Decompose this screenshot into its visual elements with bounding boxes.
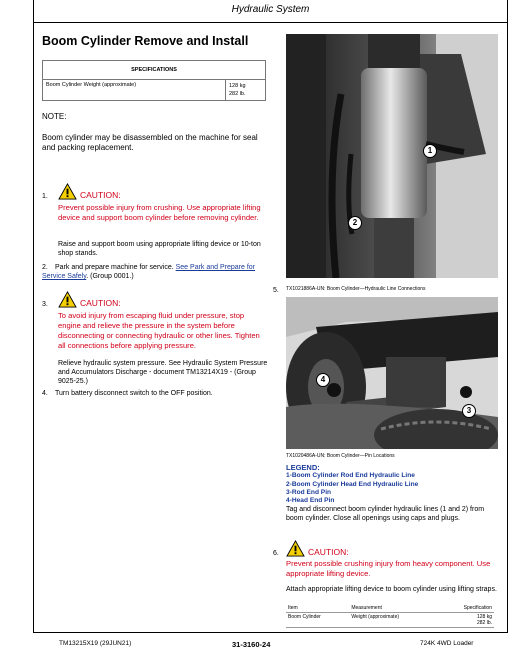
- legend-item-3: 3-Rod End Pin: [286, 489, 332, 496]
- step5-text: Tag and disconnect boom cylinder hydraulic lines (1 and 2) from boom cylinder. Close all openings using caps and plugs.: [286, 506, 485, 522]
- specifications-table: [42, 60, 266, 101]
- callout-2: 2: [348, 216, 362, 230]
- hydraulic-line-illustration: [286, 34, 498, 278]
- callout-1: 1: [423, 144, 437, 158]
- step5-number: 5.: [273, 287, 279, 294]
- step1-caution-title: CAUTION:: [80, 190, 121, 200]
- step3-body: Relieve hydraulic system pressure. See Hydraulic System Pressure and Accumulators Discharge - document TM13214X19 - (Group 9025-25.): [58, 360, 268, 385]
- table-header-item: Item: [286, 604, 349, 613]
- footer-left: TM13215X19 (29JUN21): [59, 640, 132, 647]
- step2-text: Park and prepare machine for service.: [55, 264, 174, 271]
- step6-body: Attach appropriate lifting device to boom cylinder using lifting straps.: [286, 586, 497, 593]
- step1-caution-heading: [42, 183, 121, 200]
- figure1-caption: TX1021886A-UN: Boom Cylinder—Hydraulic Line Connections: [286, 286, 426, 292]
- figure2-caption: TX1020486A-UN: Boom Cylinder—Pin Locations: [286, 453, 395, 459]
- table-cell-item: Boom Cylinder: [286, 613, 349, 628]
- step1-body: Raise and support boom using appropriate lifting device or 10-ton shop stands.: [58, 241, 261, 257]
- footer-page-number: 31-3160-24: [232, 640, 271, 649]
- pin-location-illustration: [286, 297, 498, 449]
- step6-caution-title: CAUTION:: [308, 547, 349, 557]
- step4-text: Turn battery disconnect switch to the OFF position.: [55, 390, 213, 397]
- table-spec-kg: 128 kg: [476, 614, 492, 620]
- caution-triangle-icon: [58, 183, 77, 200]
- step2-suffix: . (Group 0001.): [86, 273, 134, 280]
- table-cell-measurement: Weight (approximate): [349, 613, 438, 628]
- table-header-specification: Specification: [438, 604, 494, 613]
- step2: [42, 263, 270, 281]
- hydraulic-line-photo: [286, 34, 498, 278]
- page-title: Boom Cylinder Remove and Install: [42, 34, 249, 48]
- step6-caution-text: Prevent possible crushing injury from heavy component. Use appropriate lifting device.: [286, 559, 491, 578]
- step6-number: 6.: [273, 550, 279, 557]
- caution-triangle-icon: [58, 291, 77, 308]
- spec-row-value: [226, 80, 266, 101]
- step3-caution-text: To avoid injury from escaping fluid under pressure, stop engine and relieve the pressure in the system before disconnecting or connecting hydraulic or other lines. Tighten all connections before applying pressure.: [58, 311, 260, 350]
- step2-number: 2.: [42, 264, 48, 271]
- table-cell-spec: [438, 613, 494, 628]
- step1-caution-text: Prevent possible injury from crushing. Use appropriate lifting device and support boom cylinder before removing cylinder.: [58, 203, 261, 222]
- footer-right: 724K 4WD Loader: [420, 640, 474, 647]
- legend-title: LEGEND:: [286, 463, 320, 472]
- spec-value-lb: 282 lb.: [229, 91, 246, 97]
- note-label: NOTE:: [42, 112, 67, 121]
- table-spec-lb: 282 lb.: [476, 620, 492, 626]
- step3-caution-heading: [42, 291, 121, 308]
- step3-number: 3.: [42, 301, 48, 308]
- legend-item-2: 2-Boom Cylinder Head End Hydraulic Line: [286, 481, 419, 488]
- caution-triangle-icon: [286, 540, 305, 557]
- table-header-measurement: Measurement: [349, 604, 438, 613]
- step1-number: 1.: [42, 193, 48, 200]
- legend-item-4: 4-Head End Pin: [286, 497, 335, 504]
- step4-number: 4.: [42, 390, 48, 397]
- specifications-heading: SPECIFICATIONS: [43, 61, 266, 80]
- legend-item-1: 1-Boom Cylinder Rod End Hydraulic Line: [286, 472, 415, 479]
- step6-spec-table: [286, 604, 494, 628]
- step3-caution-title: CAUTION:: [80, 298, 121, 308]
- header-rule: [33, 22, 508, 23]
- step4: [42, 389, 270, 398]
- spec-row-label: Boom Cylinder Weight (approximate): [43, 80, 226, 101]
- step6-caution-heading: [273, 540, 349, 557]
- callout-3: 3: [462, 404, 476, 418]
- spec-value-kg: 128 kg: [229, 83, 246, 89]
- pin-location-photo: [286, 297, 498, 449]
- running-header: Hydraulic System: [231, 4, 310, 15]
- callout-4: 4: [316, 373, 330, 387]
- note-text: Boom cylinder may be disassembled on the machine for seal and packing replacement.: [42, 133, 258, 152]
- step2-link[interactable]: See Park and Prepare for Service Safely: [42, 264, 256, 280]
